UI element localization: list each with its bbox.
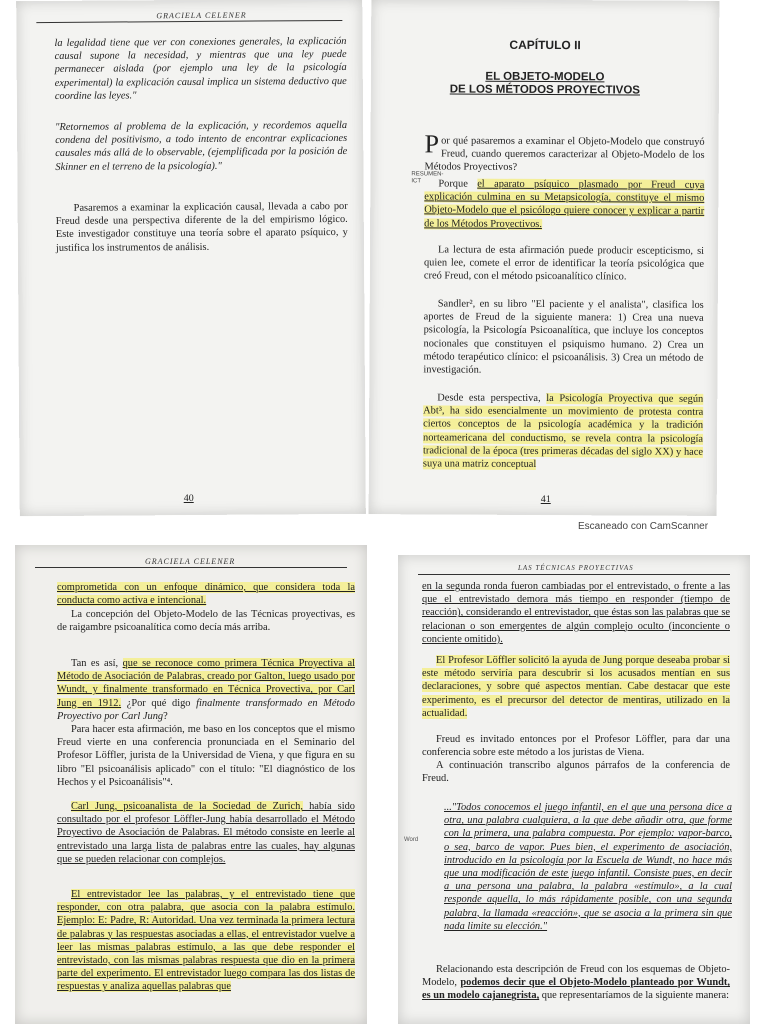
paragraph-concepcion: La concepción del Objeto-Modelo de las Técnicas proyectivas, es de raigambre psicoanalítica como decía más arriba.	[57, 609, 355, 634]
drop-cap: P	[424, 129, 440, 159]
header-rule	[418, 574, 730, 575]
paragraph-loffler: El Profesor Löffler solicitó la ayuda de Jung porque deseaba probar si este método serviría para descubrir si los acusados mentían en sus declaraciones, y sobre qué aspectos mentían. Cabe destacar que este experimento, es el precursor del detector de mentiras, utilizado en la actualidad.	[422, 655, 730, 719]
header-rule	[35, 567, 347, 568]
page-42	[15, 545, 367, 1024]
paragraph-tan-es-asi: Tan es así, que se reconoce como primera Técnica Proyectiva al Método de Asociación de Palabras, creado por Galton, luego usado por Wundt, y finalmente transformado en Técnica Provectiva, por Carl Jung en 1912. ¿Por qué digo finalmente transformado en Método Proyectivo por Carl Jung?	[57, 658, 355, 722]
paragraph-conferencia: Freud es invitado entonces por el Profesor Löffler, para dar una conferencia sobre este método a los juristas de Viena.	[422, 734, 730, 759]
chapter-title: EL OBJETO-MODELO DE LOS MÉTODOS PROYECTIVOS	[449, 70, 641, 97]
paragraph-perspectiva: Desde esta perspectiva, la Psicología Proyectiva que según Abt³, ha sido esencialmente un movimiento de protesta contra ciertos conceptos de la psicología académica y la tradición norteamericana del conductismo, se revela contra la psicología tradicional de la época (tres primeras décadas del siglo XX) y hace suya una matriz conceptual	[422, 392, 704, 470]
paragraph-sandler: Sandler², en su libro "El paciente y el analista", clasifica los aportes de Freud de la siguiente manera: 1) Crea una nueva psicología, la Psicología Psicoanalítica, que incluye los conceptos nocionales que constituyen el psiquismo humano. 2) Crea un método terapéutico clínico: el psicoanálisis. 3) Crea un método de investigación.	[423, 298, 704, 376]
header-rule	[36, 20, 342, 23]
paragraph-carl-jung: Carl Jung, psicoanalista de la Sociedad de Zurich, había sido consultado por el profesor Löffler-Jung había desarrollado el Método Proyectivo de Asociación de Palabras. El método consiste en leerle al entrevistado una larga lista de palabras entre las cuales, hay algunas que se pueden relacionar con complejos.	[57, 801, 355, 865]
running-head: LAS TÉCNICAS PROYECTIVAS	[518, 564, 634, 572]
paragraph-relacionando: Relacionando esta descripción de Freud con los esquemas de Objeto-Modelo, podemos decir que el Objeto-Modelo planteado por Wundt, es un modelo cajanegrista, que representaríamos de la siguiente manera:	[422, 964, 730, 1002]
paragraph-porque: Porque el aparato psíquico plasmado por Freud cuya explicación culmina en su Metapsicología, constituye el mismo Objeto-Modelo que el psicólogo quiere conocer y explicar a partir de los Métodos Proyectivos.	[424, 178, 705, 230]
page-43	[398, 555, 750, 1024]
intro-question: Por qué pasaremos a examinar el Objeto-Modelo que construyó Freud, cuando queremos caracterizar al Objeto-Modelo de los Métodos Proyectivos?	[424, 129, 705, 174]
scanner-watermark: Escaneado con CamScanner	[578, 521, 709, 532]
page-number: 41	[540, 493, 551, 506]
margin-stamp: RESUMEN-ICT	[411, 171, 444, 185]
page-41	[369, 0, 720, 516]
paragraph-entrevistador: El entrevistador lee las palabras, y el entrevistado tiene que responder, con otra palabra, que asocia con la palabra estímulo. Ejemplo: E: Padre, R: Autoridad. Una vez terminada la primera lectura de palabras y las respuestas asociadas a ellas, el entrevistador vuelve a leer las mismas palabras estímulo, a las que debe responder el entrevistado, con las mismas palabras respuesta que dio en la primera parte del experimento. El entrevistador luego compara las dos listas de respuestas y analiza aquellas palabras que	[57, 889, 355, 993]
page-40	[16, 0, 366, 516]
paragraph-explicacion-causal: Pasaremos a examinar la explicación causal, llevada a cabo por Freud desde una perspectiva diferente de la del empirismo lógico. Este investigador constituye una teoría sobre el aparato psíquico, y justifica los instrumentos de análisis.	[55, 200, 348, 254]
freud-quote: ..."Todos conocemos el juego infantil, en el que una persona dice a otra, una palabra cualquiera, a la que debe añadir otra, que forme con la primera, una palabra compuesta. Por ejemplo: vapor-barco, o sea, barco de vapor. Pues bien, el experimento de asociación, introducido en la psicología por la Escuela de Wundt, no hace más que una modificación de este juego infantil. Consiste pues, en decir a una persona una palabra, la palabra «estímulo», a la cual responde aquella, lo más rápidamente posible, con una segunda palabra, la llamada «reacción», que se asocia a la primera sin que nada limite su elección."	[444, 802, 732, 932]
paragraph-enfoque: comprometida con un enfoque dinámico, que considera toda la conducta como activa e intencional.	[57, 582, 355, 607]
page-number: 40	[183, 492, 194, 505]
handwritten-note: Word	[404, 837, 419, 843]
paragraph-segunda-ronda: en la segunda ronda fueron cambiadas por el entrevistado, o frente a las que el entrevistado demora más tiempo en responder (tiempo de reacción), considerando el entrevistador, que éstas son las palabras que se relacionan o son emergentes de algún complejo oculto (inconciente o conciente omitido).	[422, 581, 730, 645]
running-head: GRACIELA CELENER	[156, 10, 247, 21]
chapter-number: CAPÍTULO II	[509, 37, 581, 53]
paragraph-transcribo: A continuación transcribo algunos párrafos de la conferencia de Freud.	[422, 760, 730, 785]
quote-legalidad: la legalidad tiene que ver con conexiones generales, la explicación causal supone la necesidad, y mientras que una ley puede permanecer aislada (por ejemplo una ley de la psicología experimental) la explicación causal implica un sistema deductivo que coordine las leyes."	[54, 35, 347, 102]
paragraph-afirmacion: Para hacer esta afirmación, me baso en los conceptos que el mismo Freud vierte en una conferencia pronunciada en el Seminario del Profesor Löffler, jurista de la Universidad de Viena, y que figura en su libro "El psicoanálisis aplicado" con el título: "El diagnóstico de los Hechos y el Psicoanálisis"⁴.	[57, 724, 355, 788]
quote-explicacion: "Retornemos al problema de la explicación, y recordemos aquella condena del positivismo, a todo intento de encontrar explicaciones causales más allá de lo observable, (ejemplificada por la posición de Skinner en el terreno de la psicología)."	[55, 119, 348, 173]
paragraph-lectura: La lectura de esta afirmación puede producir escepticismo, si quien lee, comete el error de identificar la teoría psicológica que creó Freud, con el método psicoanalítico clínico.	[423, 244, 705, 283]
running-head: GRACIELA CELENER	[145, 557, 236, 566]
